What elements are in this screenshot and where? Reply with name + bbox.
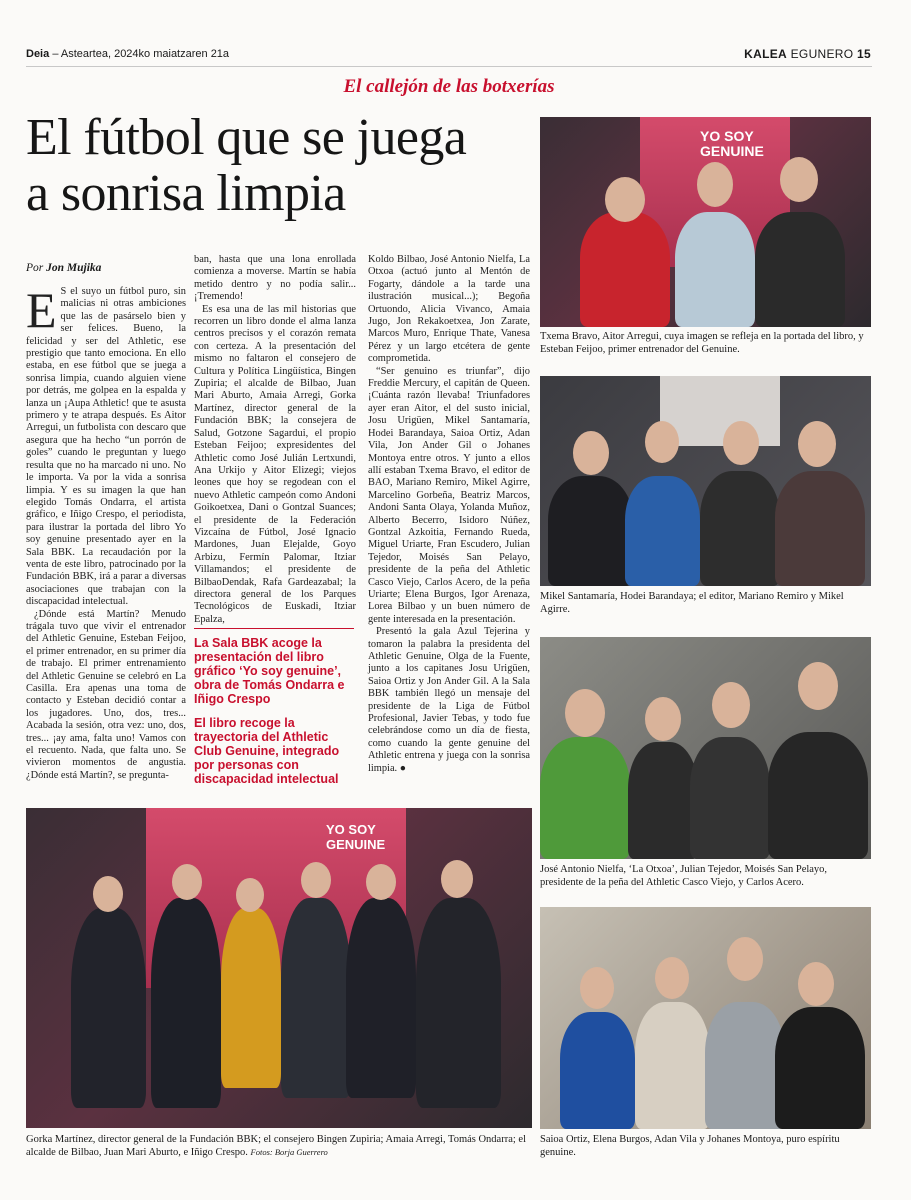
person-head [301, 862, 331, 898]
headline-line-1: El fútbol que se juega [26, 109, 467, 166]
person-head [236, 878, 264, 912]
headline [26, 110, 526, 222]
person-head [172, 864, 202, 900]
person-shape [775, 471, 865, 586]
caption-main-text: Gorka Martínez, director general de la Fundación BBK; el consejero Bingen Zupiria; Amaia Arregi, Tomás Ondarra; el alcalde de Bilbao, Juan Mari Aburto, e Iñigo Crespo. [26, 1134, 526, 1158]
paragraph-text: S el suyo un fútbol puro, sin malicias ni otras ambiciones que las de pasárselo bien y ser felices. Bueno, la felicidad y ser del Athletic, ese prestigio que tanto emociona. En ello estaba, en ese fútbol que se juega a sonrisa limpia, cuando alguien viene por detrás, me golpea en la espalda y lanza un ¡Aupa Athletic! que te asusta primero y te atrapa después. Es Aitor Arregui, un futbolista con descaro que asegura que ha hecho “un porrón de goles” cuando le preguntan y luego resulta que no ha marcado ni uno. No le importa. Va por la vida a sonrisa limpia. Y es su imagen la que han elegido Tomás Ondarra, el artista gráfico, e Iñigo Crespo, el periodista, para ilustrar la portada del libro Yo soy genuine presentado ayer en la Sala BBK. La recaudación por la venta de este libro, patrocinado por la Fundación BBK, irá a parar a diversas asociaciones que trabajan con la discapacidad intelectual. [26, 286, 186, 608]
headline-line-2: a sonrisa limpia [26, 165, 346, 222]
drop-cap: E [26, 282, 57, 338]
person-shape [151, 898, 221, 1108]
sign-line-1: YO SOY [326, 822, 376, 837]
person-head [798, 662, 838, 710]
person-head [655, 957, 689, 999]
person-head [645, 697, 681, 741]
caption-photo-4: Saioa Ortiz, Elena Burgos, Adan Vila y Johanes Montoya, puro espíritu genuine. [540, 1134, 840, 1158]
person-shape [768, 732, 868, 859]
section-title: El callejón de las botxerías [343, 76, 555, 97]
byline-author: Jon Mujika [46, 262, 102, 274]
article-paragraph: Presentó la gala Azul Tejerina y tomaron la palabra la presidenta del Athletic Genuine, Olga de la Fuente, junto a los capitanes Josu Urigüen, Saioa Ortiz y Jon Ander Gil. A la Sala BBK también llegó un mensaje del presidente de la Liga de Fútbol Profesional, Javier Tebas, y todo fue celebrándose como un día de fiesta, como cuando la gente genuine del Athletic entrena y juega con la sonrisa limpia. ● [368, 626, 530, 774]
person-head [645, 421, 679, 463]
header-date [26, 48, 229, 60]
photo-sign [700, 129, 764, 159]
person-head [712, 682, 750, 728]
person-shape [221, 908, 281, 1088]
person-shape [71, 908, 146, 1108]
article-paragraph: Es esa una de las mil historias que recorren un libro donde el alma lanza centros precisos y el corazón remata con certeza. A la presentación del mismo no faltaron el consejero de Cultura y Política Lingüística, Bingen Zupiria; el alcalde de Bilbao, Juan Mari Aburto, Amaia Arregi, Gorka Martínez, director general de la Fundación BBK; la consejera de Salud, Gotzone Sagardui, el propio Esteban Feijoo; expresidentes del Athletic como José Julián Lertxundi, Ana Urkijo y Aitor Elizegi; viejos leones que hoy se regodean con el nuevo Athletic campeón como Andoni Goikoetxea, Dani o Gontzal Suances; el presidente de la Federación Vizcaína de Fútbol, José Ignacio Mardones, Juan Elejalde, Goyo Arbizu, Fermín Palomar, Itziar Villamandos; el presidente de BilbaoDendak, Rafa Gardeazabal; la directora general de los Parques Tecnológicos de Euskadi, Itziar Epalza, [194, 303, 356, 625]
person-shape [705, 1002, 785, 1129]
person-head [366, 864, 396, 900]
person-head [723, 421, 759, 465]
sign-line-2: GENUINE [326, 837, 386, 852]
person-shape [755, 212, 845, 327]
person-head [798, 962, 834, 1006]
caption-photo-2: Mikel Santamaría, Hodei Barandaya; el editor, Mariano Remiro y Mikel Agirre. [540, 591, 844, 615]
person-head [565, 689, 605, 737]
article-column-2 [194, 254, 356, 626]
header-divider [26, 66, 872, 67]
highlights-box [194, 636, 354, 796]
header-section [744, 47, 871, 61]
sign-line-1: YO SOY [700, 128, 754, 144]
highlight-divider [194, 628, 354, 629]
sign-line-2: GENUINE [700, 143, 764, 159]
section-sub: EGUNERO [790, 47, 854, 61]
article-column-1 [26, 282, 186, 782]
person-shape [346, 898, 416, 1098]
person-shape [580, 212, 670, 327]
issue-date: – Asteartea, 2024ko maiatzaren 21a [52, 48, 230, 60]
person-shape [540, 737, 630, 859]
photo-saioa-elena-adan-johanes [540, 907, 871, 1129]
person-shape [281, 898, 351, 1098]
article-paragraph [26, 282, 186, 609]
byline [26, 262, 101, 274]
person-head [573, 431, 609, 475]
photo-mikel-hodei-mariano [540, 376, 871, 586]
person-head [441, 860, 473, 898]
person-shape [548, 476, 633, 586]
person-shape [625, 476, 700, 586]
person-shape [628, 742, 698, 859]
page-number: 15 [857, 47, 871, 61]
article-column-3 [368, 254, 530, 775]
article-paragraph: ¿Dónde está Martín? Menudo trágala tuvo que vivir el entrenador del Athletic Genuine, Esteban Feijoo, el primer entrenador, en su primer día de trabajo. El primer entrenamiento del Athletic Genuine se celebró en La Casilla. Era apenas una toma de contacto y Esteban decidió contar a los jugadores. Uno, dos, tres... Acabada la sesión, otra vez: uno, dos, tres... ¡ay ama, falta uno! Vamos con el recuento. Nada, que falta uno. Se vivieron momentos de angustia. ¿Dónde está Martín?, se pregunta- [26, 608, 186, 781]
photo-credit: Fotos: Borja Guerrero [250, 1147, 328, 1157]
person-head [605, 177, 645, 222]
paper-name: Deia [26, 48, 50, 60]
byline-prefix: Por [26, 262, 44, 274]
photo-group-presentation [26, 808, 532, 1128]
person-shape [560, 1012, 635, 1129]
person-shape [700, 471, 780, 586]
photo-txema-aitor-esteban [540, 117, 871, 327]
person-shape [775, 1007, 865, 1129]
photo-nielfa-otxoa-tejedor [540, 637, 871, 859]
person-head [580, 967, 614, 1009]
person-shape [690, 737, 770, 859]
caption-main-photo [26, 1133, 532, 1159]
article-paragraph: ban, hasta que una lona enrollada comienza a moverse. Martín se había metido dentro y no podía salir... ¡Tremendo! [194, 254, 356, 303]
person-shape [416, 898, 501, 1108]
article-paragraph: Koldo Bilbao, José Antonio Nielfa, La Otxoa (actuó junto al Mentón de Fogarty, dándole a la tarde una ilustración musical...); Begoña Ortuondo, Alicia Vivanco, Amaia Jugo, Jon Rekakoetxea, Jon Zarate, Marcos Muro, Enrique Thate, Vanesa Pérez y un largo etcétera de gente comprometida. [368, 254, 530, 365]
person-shape [635, 1002, 710, 1129]
person-head [697, 162, 733, 207]
section-name: KALEA [744, 47, 787, 61]
person-head [780, 157, 818, 202]
highlight-1: La Sala BBK acoge la presentación del libro gráfico ‘Yo soy genuine’, obra de Tomás Ondarra e Iñigo Crespo [194, 636, 345, 706]
article-paragraph: “Ser genuino es triunfar”, dijo Freddie Mercury, el capitán de Queen. ¡Cuánta razón llevaba! Triunfadores ayer eran Aitor, el del susto inicial, Josu Urigüen, Mikel Santamaría, Hodei Barandaya, Saioa Ortiz, Adan Vila, Jon Ander Gil o Johanes Montoya entre otros. Y junto a ellos allí estaban Txema Bravo, el editor de BAO, Mariano Remiro, Mikel Agirre, Marcelino Gorbeña, Beatriz Marcos, Andoni Santa Olaya, Yolanda Muñoz, Alberto Becerro, Isidoro Núñez, Gontzal Azkoitia, Fernando Rueda, Miguel Uriarte, Fran Escudero, Julian Tejedor, Moisés San Pelayo, presidente de la peña del Athletic Casco Viejo, Carlos Acero, de la peña Uriarte; Elena Burgos, Igor Arenaza, Lorea Bilbao y un buen número de gente interesada en la presentación. [368, 365, 530, 625]
person-head [727, 937, 763, 981]
person-shape [675, 212, 755, 327]
person-head [798, 421, 836, 467]
highlight-2: El libro recoge la trayectoria del Athletic Club Genuine, integrado por personas con discapacidad intelectual [194, 716, 340, 786]
caption-photo-1: Txema Bravo, Aitor Arregui, cuya imagen se refleja en la portada del libro, y Esteban Feijoo, primer entrenador del Genuine. [540, 331, 864, 355]
caption-photo-3: José Antonio Nielfa, ‘La Otxoa’, Julian Tejedor, Moisés San Pelayo, presidente de la peña del Athletic Casco Viejo, y Carlos Acero. [540, 864, 828, 888]
photo-sign [326, 822, 385, 852]
person-head [93, 876, 123, 912]
